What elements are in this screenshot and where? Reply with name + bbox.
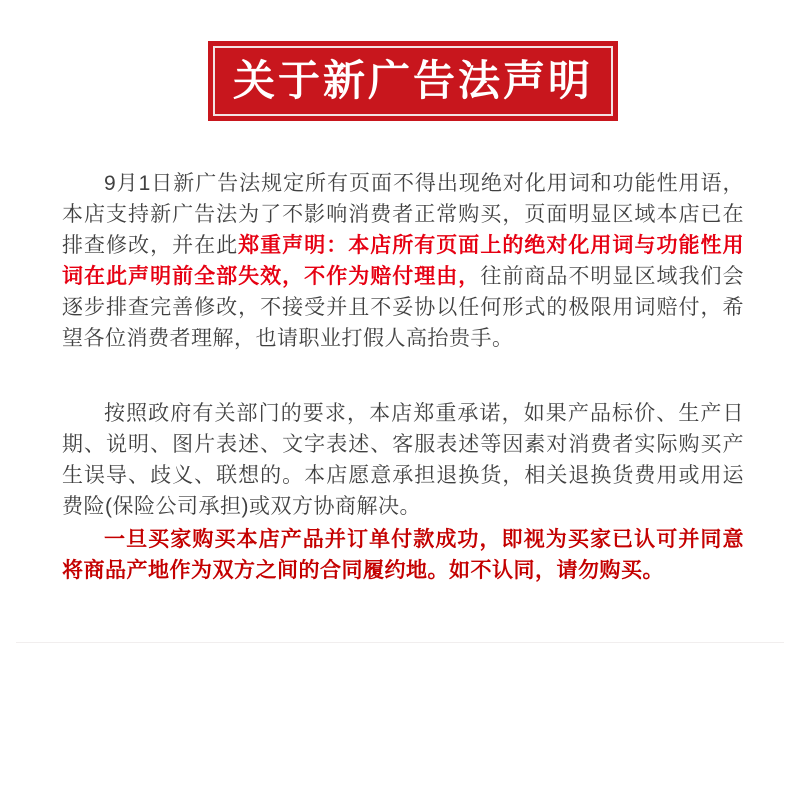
text-segment: 郑重声明：本店所有页面上的绝对化用词与功能性用词在此声明前全部失效，不作为赔付理由， [62,234,745,288]
text-segment: 9月1日新广告法规定所有页面不得出现绝对化用词和功能性用语，本店支持新广告法为了不影响消费者正常购买，页面明显区域本店已在排查修改，并在此 [62,172,744,257]
paragraph-purchase-agreement [62,524,744,586]
banner-title: 关于新广告法声明 [232,57,593,104]
text-segment: 按照政府有关部门的要求，本店郑重承诺，如果产品标价、生产日期、说明、图片表述、文字表述、客服表述等因素对消费者实际购买产生误导、歧义、联想的。本店愿意承担退换货，相关退换货费用或用运费险(保险公司承担)或双方协商解决。 [62,402,744,518]
paragraph-commitment [62,398,744,522]
divider-line [16,642,784,643]
statement-body [62,168,744,586]
text-segment: 一旦买家购买本店产品并订单付款成功，即视为买家已认可并同意将商品产地作为双方之间的合同履约地。如不认同，请勿购买。 [62,528,744,582]
statement-banner [208,41,618,121]
banner-inner-frame [213,46,613,116]
text-segment: 往前商品不明显区域我们会逐步排查完善修改，不接受并且不妥协以任何形式的极限用词赔付，希望各位消费者理解，也请职业打假人高抬贵手。 [62,265,745,350]
paragraph-law-statement [62,168,744,354]
